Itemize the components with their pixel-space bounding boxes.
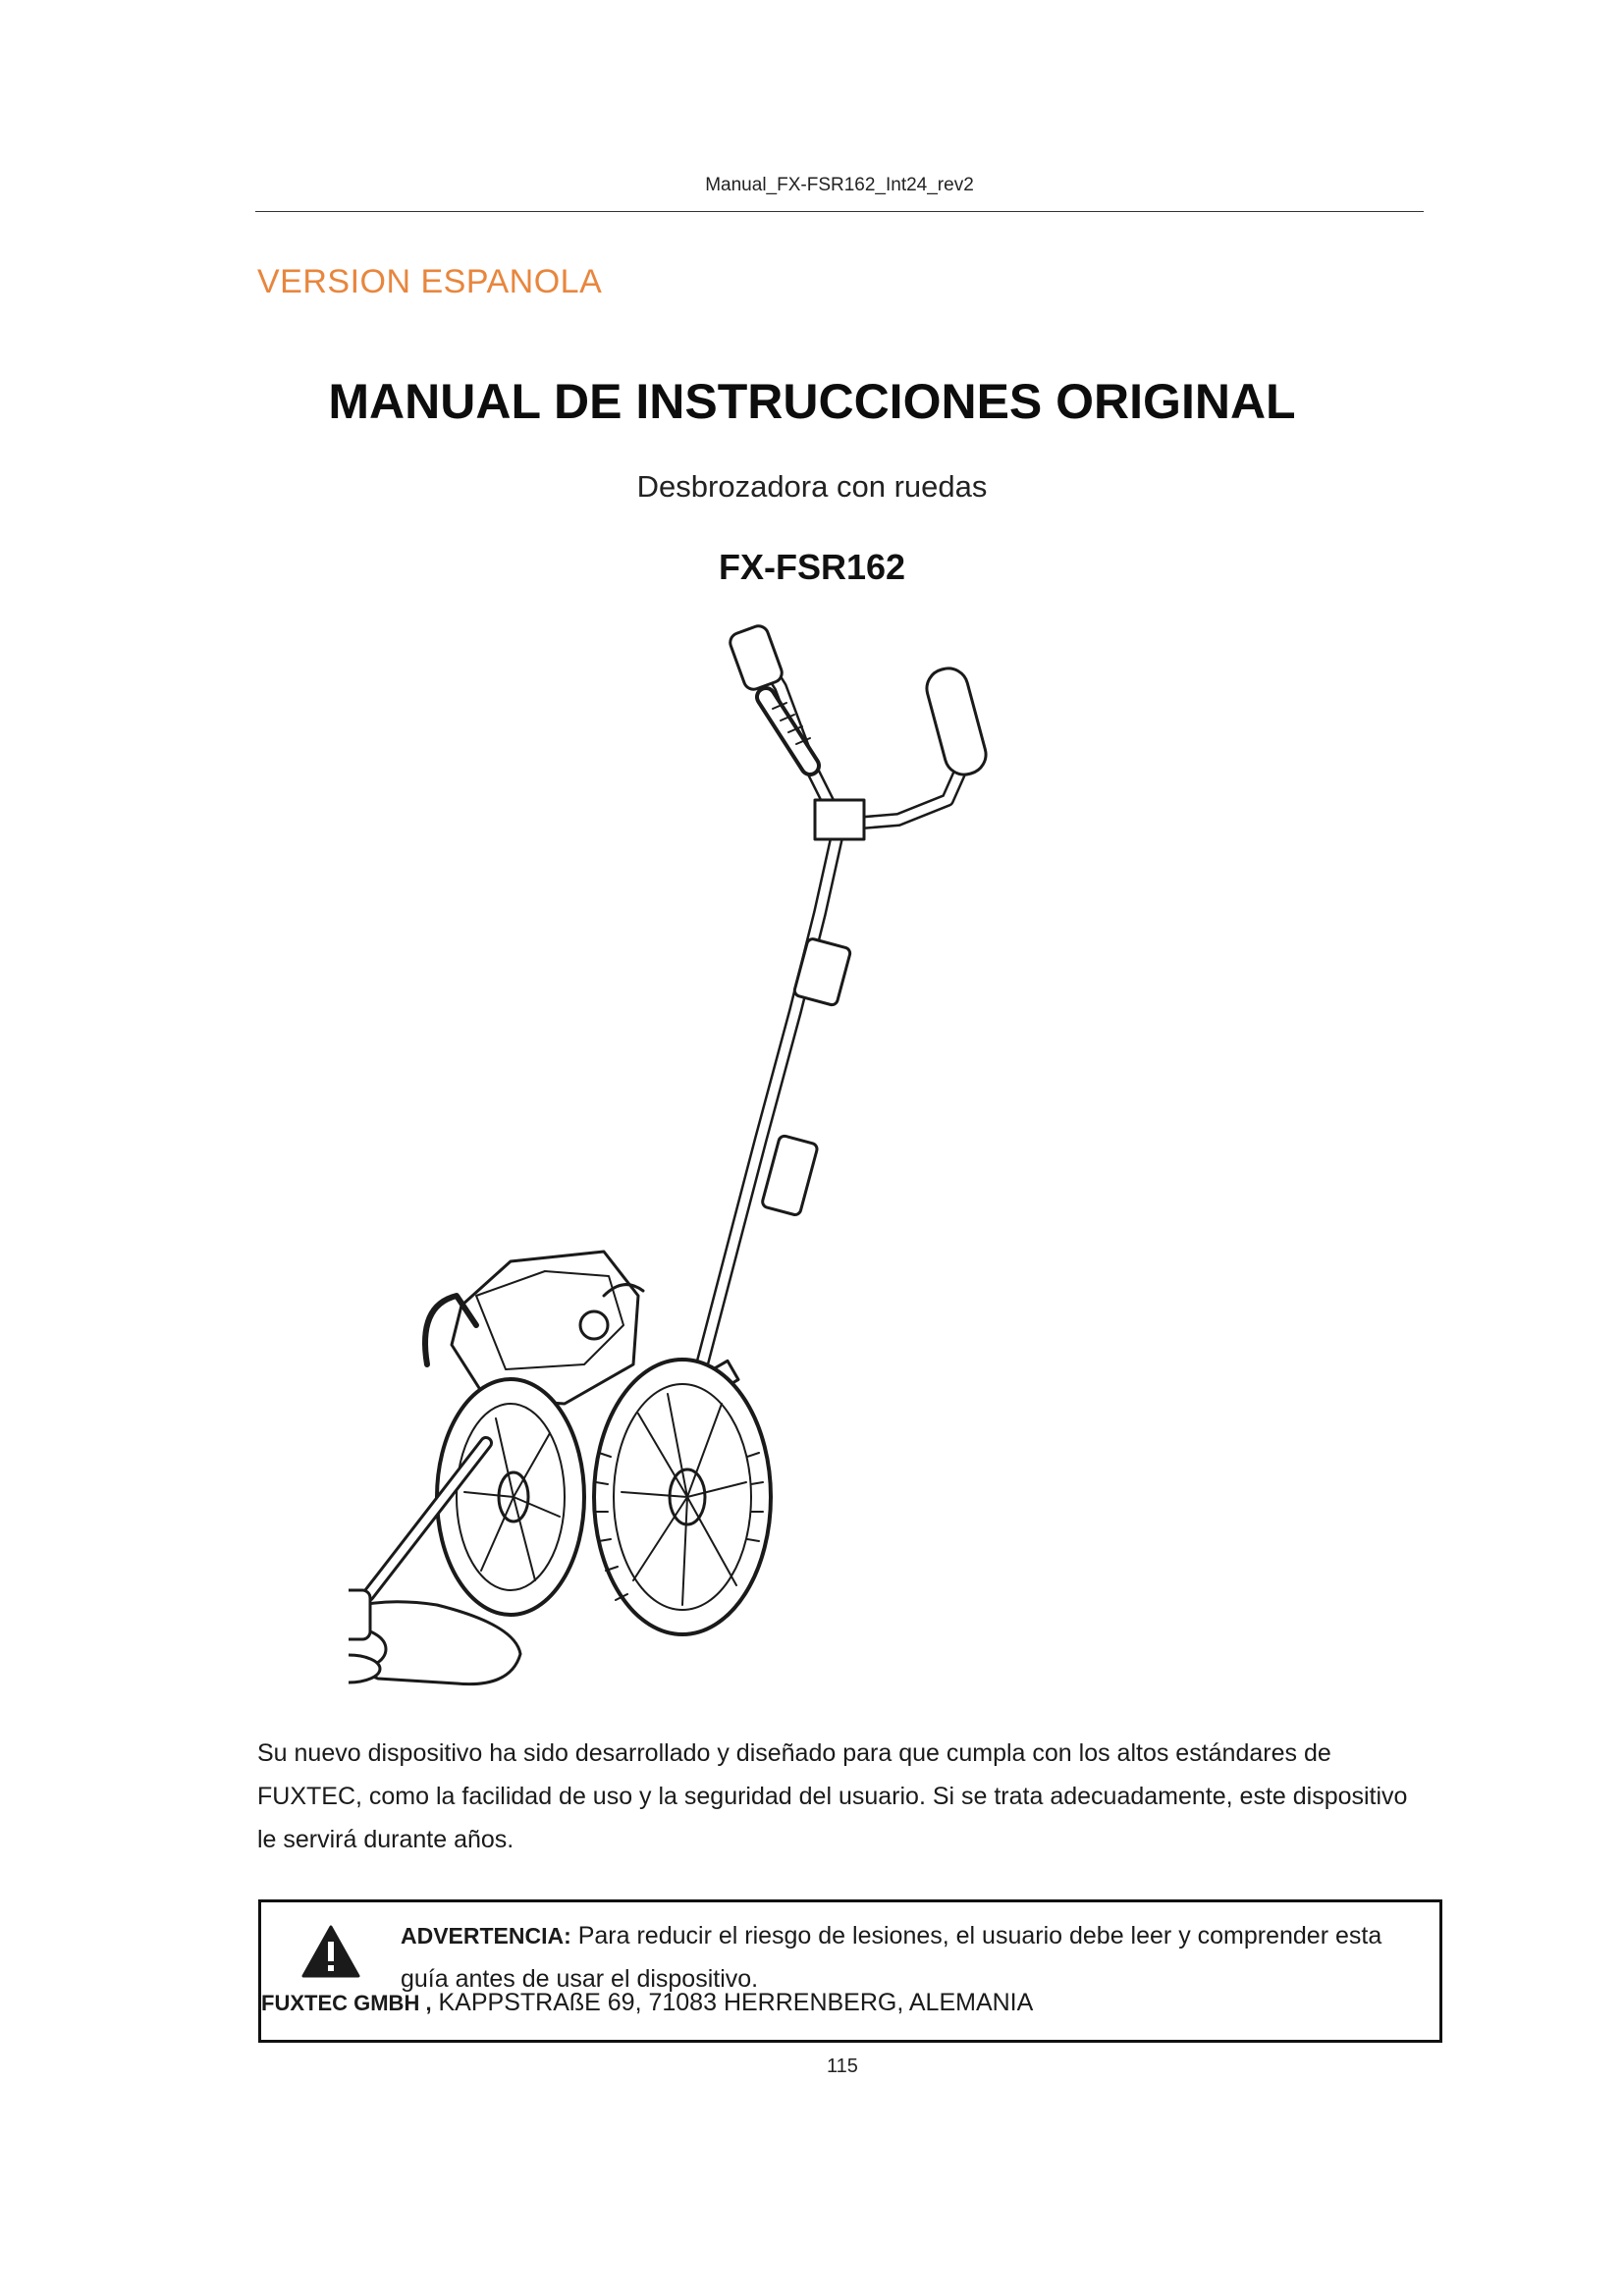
warning-triangle-icon <box>300 1924 361 1979</box>
page-number: 115 <box>827 2056 858 2077</box>
intro-paragraph: Su nuevo dispositivo ha sido desarrollado y diseñado para que cumpla con los altos estándares de FUXTEC, como la facilidad de uso y la seguridad del usuario. Si se trata adecuadamente, este dispositivo le servirá durante años. <box>257 1739 1408 1853</box>
language-heading: VERSION ESPANOLA <box>257 263 603 300</box>
header-divider <box>255 211 1424 212</box>
page-title: MANUAL DE INSTRUCCIONES ORIGINAL <box>328 374 1296 429</box>
warning-label: ADVERTENCIA: <box>401 1923 571 1949</box>
company-name: FUXTEC GMBH , <box>261 1991 432 2015</box>
product-subtitle: Desbrozadora con ruedas <box>636 469 988 504</box>
warning-message: Para reducir el riesgo de lesiones, el usuario debe leer y comprender esta guía antes de usar el dispositivo. <box>401 1922 1382 1993</box>
warning-text <box>401 1914 1432 2001</box>
document-header: Manual_FX-FSR162_Int24_rev2 <box>705 175 974 195</box>
company-street: KAPPSTRAßE 69, 71083 HERRENBERG, ALEMANIA <box>431 1989 1034 2016</box>
model-number: FX-FSR162 <box>718 547 906 587</box>
wheeled-trimmer-illustration <box>349 618 1272 1728</box>
warning-box <box>258 1899 1442 2043</box>
company-address <box>261 1989 1033 2017</box>
